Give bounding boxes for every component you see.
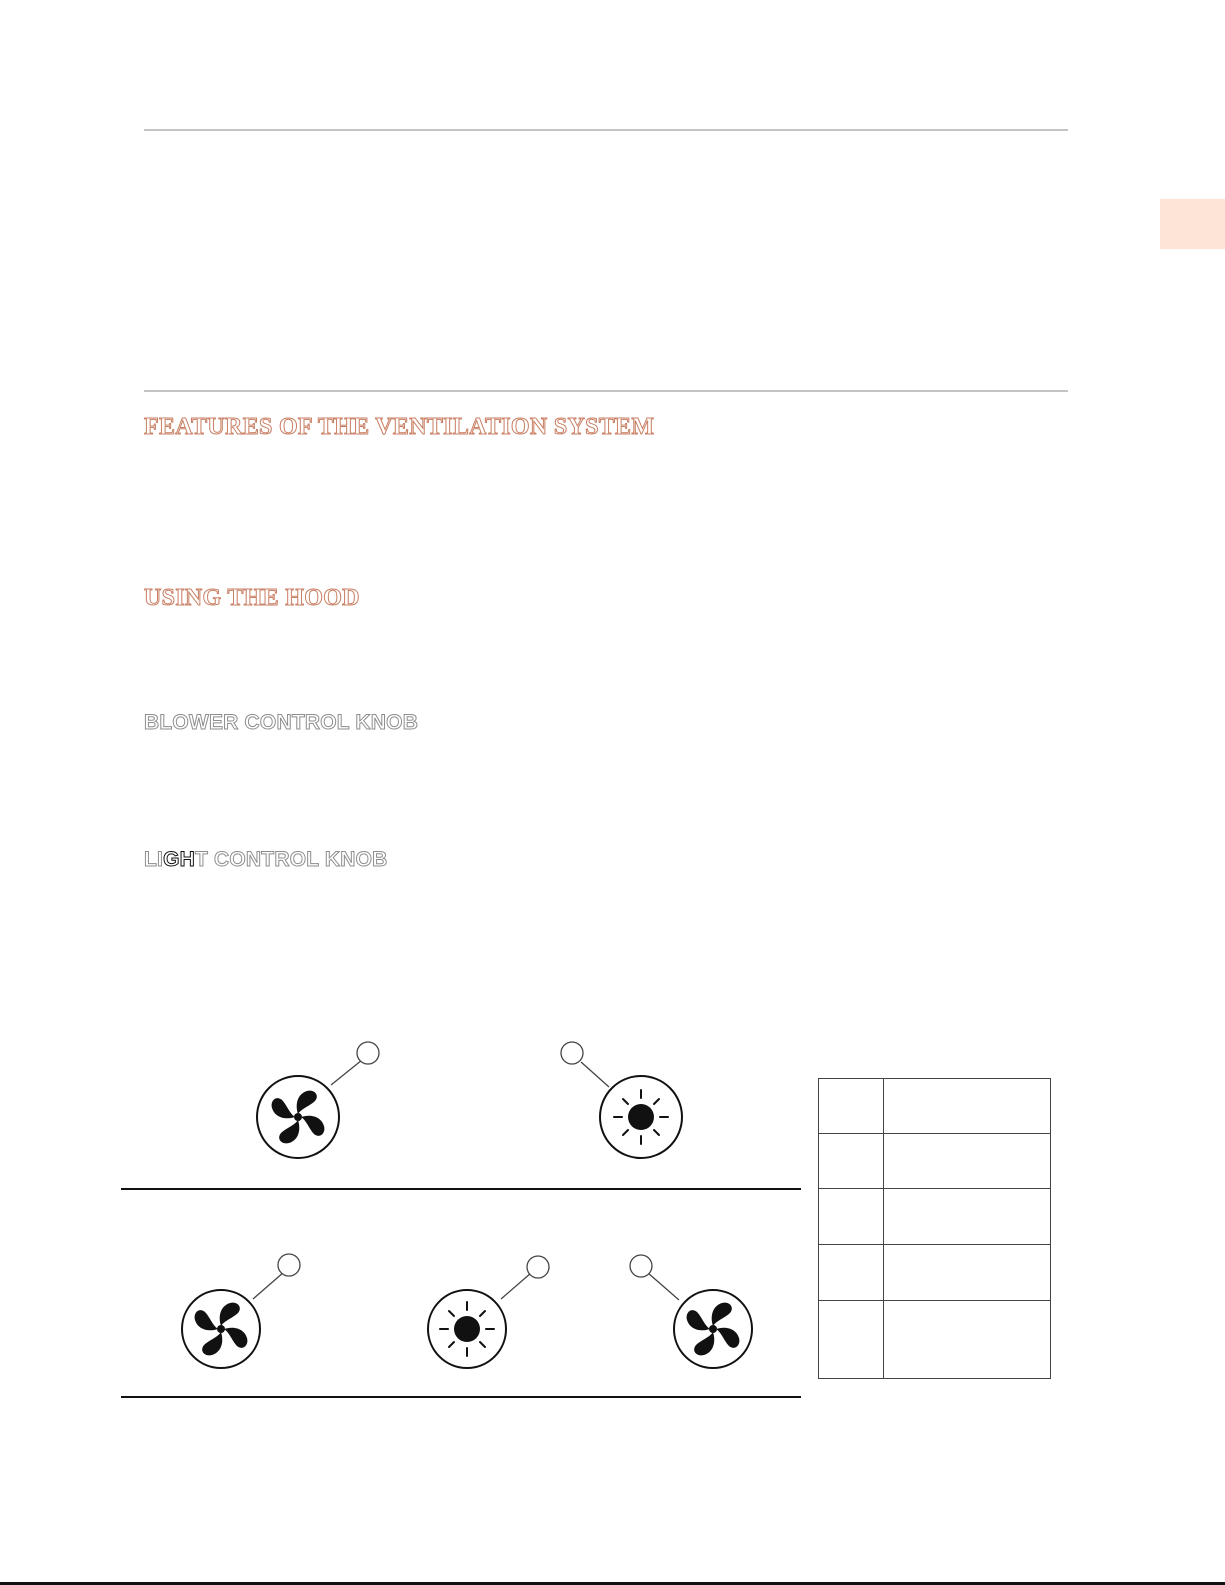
blower-knob-right bbox=[674, 1290, 752, 1368]
table-row bbox=[819, 1189, 1051, 1245]
key-description-cell bbox=[884, 1189, 1051, 1245]
key-number-cell bbox=[819, 1079, 884, 1134]
table-row bbox=[819, 1245, 1051, 1301]
key-description-cell bbox=[884, 1079, 1051, 1134]
heading-blower-control-knob: BLOWER CONTROL KNOB bbox=[144, 711, 419, 734]
key-description-cell bbox=[884, 1245, 1051, 1301]
heading-light-part-2: GH bbox=[163, 848, 195, 871]
key-number-cell bbox=[819, 1134, 884, 1189]
key-number-cell bbox=[819, 1301, 884, 1379]
callout-bubble bbox=[561, 1042, 583, 1064]
heading-light-part-3: T CONTROL KNOB bbox=[194, 848, 388, 871]
callout-key-table bbox=[818, 1078, 1051, 1379]
heading-using-the-hood: USING THE HOOD bbox=[144, 585, 360, 611]
callout-leader bbox=[648, 1273, 679, 1300]
light-knob-middle bbox=[428, 1290, 506, 1368]
table-row bbox=[819, 1301, 1051, 1379]
key-description-cell bbox=[884, 1301, 1051, 1379]
light-knob-top bbox=[600, 1076, 682, 1158]
blower-knob-top bbox=[257, 1076, 339, 1158]
table-row bbox=[819, 1079, 1051, 1134]
callout-bubble bbox=[357, 1042, 379, 1064]
blower-knob-left bbox=[182, 1290, 260, 1368]
key-number-cell bbox=[819, 1189, 884, 1245]
key-number-cell bbox=[819, 1245, 884, 1301]
callout-bubble bbox=[630, 1255, 652, 1277]
callout-leader bbox=[253, 1272, 284, 1299]
callout-leader bbox=[331, 1060, 362, 1085]
callout-leader bbox=[581, 1062, 609, 1087]
heading-light-part-1: LI bbox=[144, 848, 164, 871]
callout-bubble bbox=[278, 1254, 300, 1276]
heading-features: FEATURES OF THE VENTILATION SYSTEM bbox=[144, 414, 655, 440]
callout-leader bbox=[501, 1273, 531, 1299]
key-description-cell bbox=[884, 1134, 1051, 1189]
table-row bbox=[819, 1134, 1051, 1189]
callout-bubble bbox=[527, 1256, 549, 1278]
